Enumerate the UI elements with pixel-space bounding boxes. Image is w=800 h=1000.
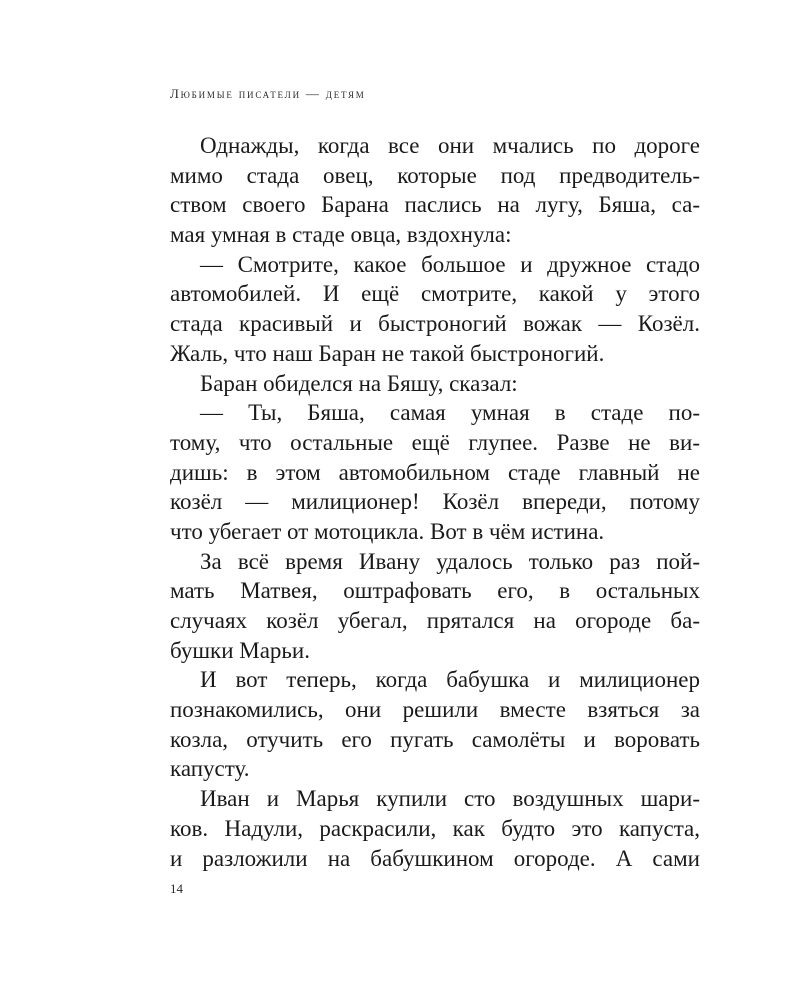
text-line: За всё время Ивану удалось только раз пой- [200,548,700,574]
text-line: мать Матвея, оштрафовать его, в остальных [170,578,700,604]
text-line: И вот теперь, когда бабушка и милиционер [200,667,700,693]
text-line: ством своего Барана паслись на лугу, Бяша, са- [170,192,700,218]
text-line: мая умная в стаде овца, вздохнула: [170,222,512,248]
text-line: Иван и Марья купили сто воздушных шари- [200,786,700,812]
text-line: Однажды, когда все они мчались по дороге [200,133,700,158]
text-line: дишь: в этом автомобильном стаде главный не [170,459,700,485]
running-head: Любимые писатели — детям [170,86,366,101]
text-line: и разложили на бабушкином огороде. А сами [170,845,700,871]
text-line: козла, отучить его пугать самолёты и воровать [170,726,700,752]
text-line: козёл — милиционер! Козёл впереди, потому [170,489,700,515]
text-line: бушки Марьи. [170,637,310,663]
text-line: — Ты, Бяша, самая умная в стаде по- [200,400,700,426]
text-line: автомобилей. И ещё смотрите, какой у этого [170,281,700,307]
text-line: познакомились, они решили вместе взяться за [170,697,700,723]
page-number: 14 [170,881,183,896]
text-line: ков. Надули, раскрасили, как будто это капуста, [170,815,700,841]
text-line: мимо стада овец, которые под предводитель- [170,162,700,188]
body-text [170,131,700,873]
text-line: стада красивый и быстроногий вожак — Козёл. [170,311,700,337]
text-line: Баран обиделся на Бяшу, сказал: [200,370,518,396]
text-line: Жаль, что наш Баран не такой быстроногий. [170,340,605,366]
text-line: что убегает от мотоцикла. Вот в чём истина. [170,518,605,544]
text-line: капусту. [170,756,250,782]
text-line: — Смотрите, какое большое и дружное стадо [200,251,700,277]
text-line: случаях козёл убегал, прятался на огороде ба- [170,608,700,633]
text-line: тому, что остальные ещё глупее. Разве не ви- [170,429,700,455]
